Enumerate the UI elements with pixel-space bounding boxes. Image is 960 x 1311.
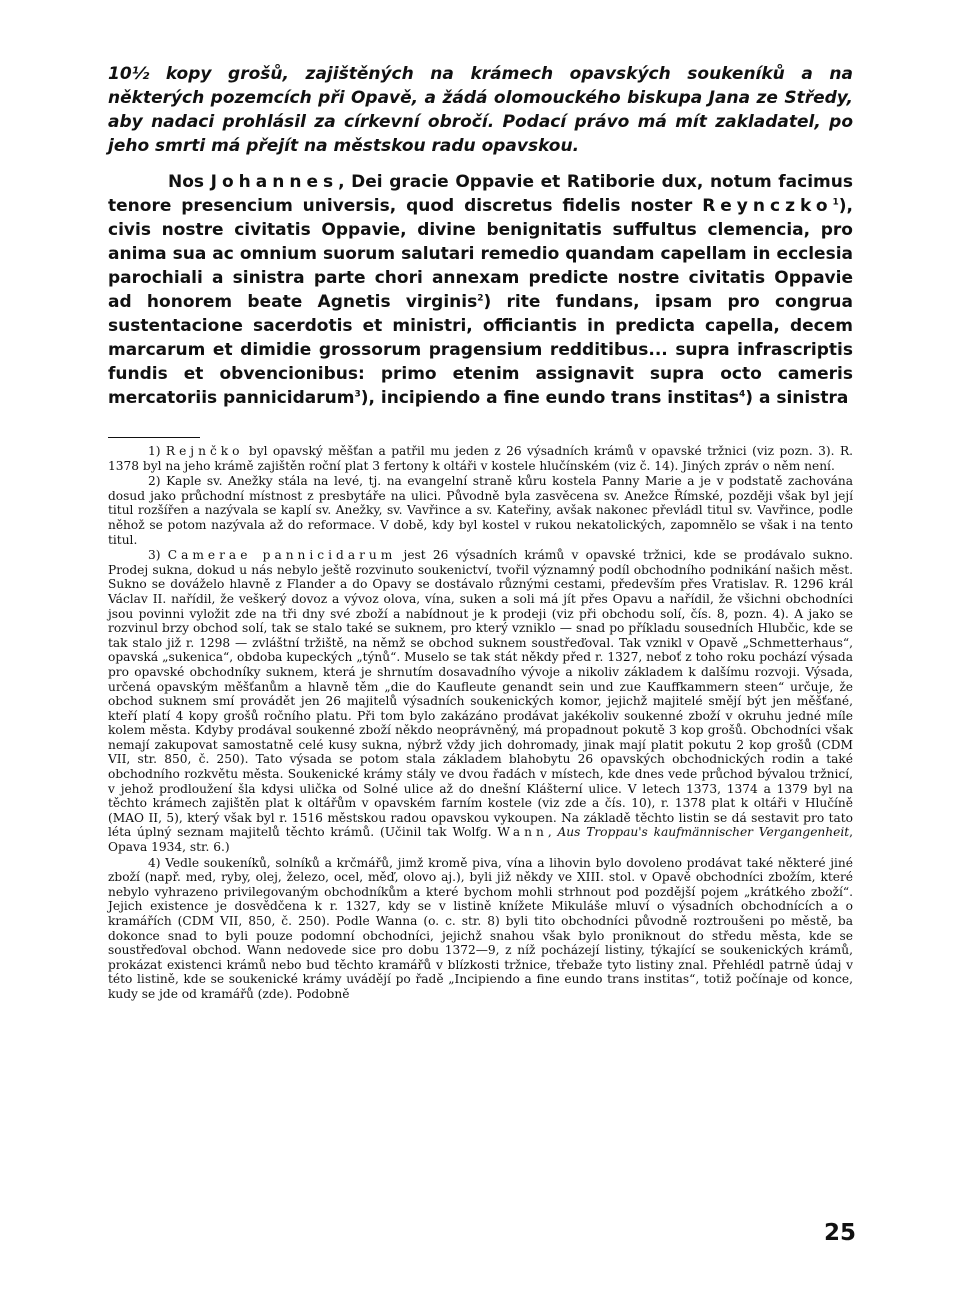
footnotes bbox=[108, 444, 853, 1003]
footnote-1: 1) Rejnčko byl opavský měšťan a patřil mu jeden z 26 výsadních krámů v opavské tržnici (viz pozn. 3). R. 1378 byl na jeho krámě zajištěn roční plat 3 fertony k oltáři v kostele hlučínském (viz č. 14). Jiných zpráv o něm není. bbox=[108, 444, 853, 473]
footnote-ref-1: 1 bbox=[832, 197, 839, 208]
footnote-4: 4) Vedle soukeníků, solníků a krčmářů, jimž kromě piva, vína a lihovin bylo dovoleno prodávat také některé jiné zboží (např. med, ryby, olej, železo, ocel, měď, olovo aj.), byli již někdy ve XIII. stol. v Opavě obchodníci zbožím, které nebylo vyhrazeno privilegovaným obchodníkům a které bychom mohli strhnout pod pozdější pojem „krátkého zboží“. Jejich existence je dosvědčena k r. 1327, kdy se v listině knížete Mikuláše mluví o výsadních obchodnících a o kramářích (CDM VII, 850, č. 250). Podle Wanna (o. c. str. 8) byli tito obchodníci původně roztroušeni po městě, ba dokonce snad to byli pouze podomní obchodníci, jejichž snahou však bylo proniknout do středu města, kde se soustřeďoval obchod. Wann nedovede sice pro dobu 1372—9, z níž pocházejí listiny, týkající se soukenických krámů, prokázat existenci krámů nebo bud těchto kramářů v blízkosti tržnice, třebaže tyto listiny znal. Přehlédl patrně údaj v této listině, kde se soukenické krámy uvádějí po řadě „Incipiendo a fine eundo trans institas“, totiž počínaje od konce, kudy se jde od kramářů (zde). Podobně bbox=[108, 855, 853, 1001]
footnote-3: 3) Camerae pannicidarum jest 26 výsadních krámů v opavské tržnici, kde se prodávalo sukno. Prodej sukna, dokud u nás nebylo ještě rozvinuto soukenictví, tvořil významný podíl obchodního podnikání našich měst. Sukno se dováželo hlavně z Flander a do Opavy se dostávalo různými cestami, především přes Vratislav. R. 1296 král Václav II. nařídil, že veškerý dovoz a vývoz olova, vína, suken a soli má jít přes Opavu a nařídil, že všichni obchodníci jsou povinni vyložit zde na tři dny své zboží a nabídnout je k prodeji (viz při obchodu solí, čís. 8, pozn. 4). A jako se rozvinul brzy obchod solí, tak se stalo také se suknem, pro který vzniklo — snad po příkladu sousedních Hlubčic, kde se tak stalo již r. 1298 — zvláštní tržiště, na němž se obchod suknem soustřeďoval. Tak vznikl v Opavě „Schmetterhaus“, opavská „sukenica“, obdoba kupeckých „týnů“. Muselo se tak stát někdy před r. 1327, neboť z toho roku pochází výsada pro opavské obchodníky suknem, která je shrnutím dosavadního vývoje a nikoliv základem k dalšímu rozvoji. Výsada, určená opavským měšťanům a hlavně těm „die do Kaufleute genandt sein und zue Kauffkammern steen“ určuje, že obchod suknem smí provádět jen 26 majitelů výsadních soukenických komor, jejichž majitelé smějí být jen měšťané, kteří platí 4 kopy grošů ročního platu. Při tom bylo zakázáno prodávat jakékoliv soukenné zboží v okruhu jedné míle kolem města. Kdyby prodával soukenné zboží někdo neoprávněný, má propadnout pokutě 3 kop grošů. Obchodníci však nemají zakupovat samostatně celé kusy sukna, nýbrž vždy jich dohromady, jinak mají platit pokutu 2 kop grošů (CDM VII, str. 850, č. 250). Tato výsada se potom stala základem blahobytu 26 opavských obchodnických rodin a také obchodního rozkvětu města. Soukenické krámy stály ve dvou řadách v místech, kde dnes vede průchod bývalou tržnicí, v jehož prodloužení šla kdysi ulička od Solné ulice až do dnešní Klášterní ulice. V letech 1373, 1374 a 1379 byl na těchto krámech zajištěn plat k oltářům v opavském farním kostele (viz zde a čís. 10), r. 1378 plat k oltáři v Hlučíně (MAO II, 5), který však byl r. 1516 městskou radou opavskou vykoupen. Na základě těchto listin se dá sestavit pro tato léta úplný seznam majitelů těchto krámů. (Učinil tak Wolfg. Wann, Aus Troppau's kaufmännischer Vergangenheit, Opava 1934, str. 6.) bbox=[108, 548, 854, 855]
charter-text: Nos Johannes, Dei gracie Oppavie et Ratiborie dux, notum facimus tenore presencium universis, quod discretus fidelis noster Reynczko$^1$), civis nostre civitatis Oppavie, divine benignitatis suffultus clemencia, pro anima sua ac omnium suorum salutari remedio quandam capellam in ecclesia parochiali a sinistra parte chori annexam predicte nostre civitatis Oppavie ad honorem beate Agnetis virginis$^2$) rite fundans, ipsam pro congrua sustentacione sacerdotis et ministri, officiantis in predicta capella, decem marcarum et dimidie grossorum pragensium redditibus... supra infrascriptis fundis et obvencionibus: primo etenim assignavit supra octo cameris mercatoriis pannicidarum$^3$), incipiendo a fine eundo trans institas$^4$) a sinistra bbox=[108, 172, 854, 408]
footnote-separator bbox=[108, 437, 200, 438]
name-reynczko: Reynczko bbox=[702, 196, 833, 216]
page-number: 25 bbox=[823, 1220, 856, 1246]
footnote-ref-2: 2 bbox=[477, 293, 484, 304]
footnote-ref-4: 4 bbox=[739, 389, 746, 400]
regest-summary: 10½ kopy grošů, zajištěných na krámech opavských soukeníků a na některých pozemcích při Opavě, a žádá olomouckého biskupa Jana ze Středy, aby nadaci prohlásil za církevní obročí. Podací právo má mít zakladatel, po jeho smrti má přejít na městskou radu opavskou. bbox=[108, 64, 853, 156]
footnote-2: 2) Kaple sv. Anežky stála na levé, tj. na evangelní straně kůru kostela Panny Marie a je v podstatě zachována dosud jako průchodní místnost z presbytáře na ulici. Původně byla zasvěcena sv. Anežce Římské, později však byl její titul rozšířen a nazývala se kaplí sv. Anežky, sv. Vavřince a sv. Kateřiny, avšak nakonec převládl titul sv. Vavřince, podle něhož se potom nazývala až do reformace. V době, kdy byl kostel v rukou nekatolických, zapomnělo se však i na tento titul. bbox=[108, 474, 854, 547]
footnote-ref-3: 3 bbox=[354, 389, 361, 400]
name-johannes: Johannes bbox=[210, 172, 339, 192]
